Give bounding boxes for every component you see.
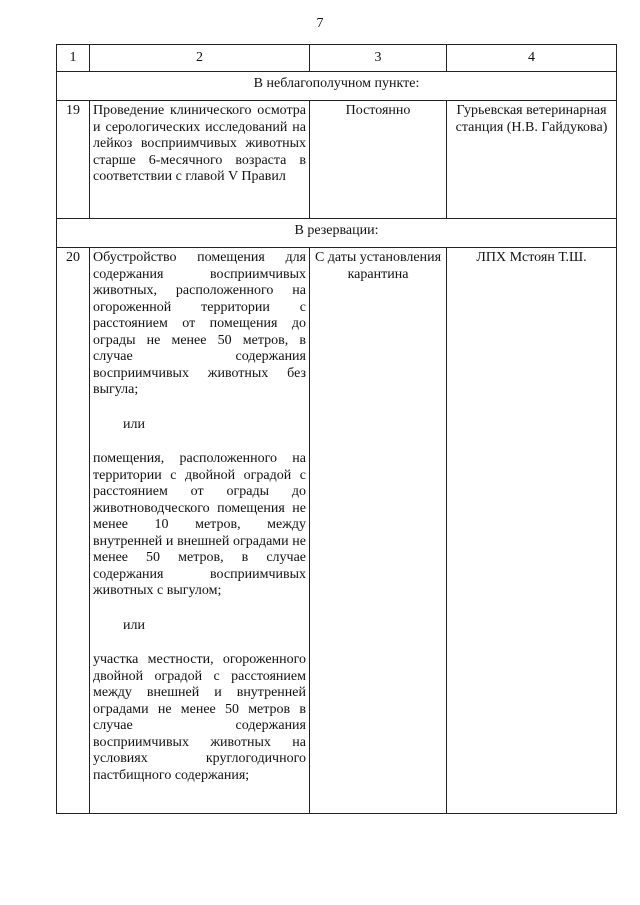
row-responsible: Гурьевская ветеринарная станция (Н.В. Гайдукова)	[447, 101, 617, 219]
or-separator: или	[123, 617, 145, 633]
description-paragraph: помещения, расположенного на территории с двойной оградой с расстоянием от ограды до животноводческого помещения не менее 10 метров, между внутренней и внешней оградами не менее 50 метров, в случае содержания восприимчивых животных с выгулом;	[93, 451, 306, 598]
row-description: Проведение клинического осмотра и серологических исследований на лейкоз восприимчивых животных старше 6-месячного возраста в соответствии с главой V Правил	[90, 101, 310, 219]
section-row-unfavorable	[57, 72, 617, 101]
or-separator: или	[123, 416, 145, 432]
row-description	[90, 248, 310, 814]
plan-table	[56, 44, 617, 814]
section-title-reservation: В резервации:	[57, 219, 617, 248]
row-number: 20	[57, 248, 90, 814]
section-title-unfavorable: В неблагополучном пункте:	[57, 72, 617, 101]
table-row	[57, 248, 617, 814]
column-number-3: 3	[310, 45, 447, 72]
column-number-1: 1	[57, 45, 90, 72]
page-number: 7	[316, 16, 324, 31]
row-responsible: ЛПХ Мстоян Т.Ш.	[447, 248, 617, 814]
column-number-4: 4	[447, 45, 617, 72]
table-row	[57, 101, 617, 219]
row-term: С даты установления карантина	[310, 248, 447, 814]
column-number-row	[57, 45, 617, 72]
row-number: 19	[57, 101, 90, 219]
column-number-2: 2	[90, 45, 310, 72]
description-paragraph: Обустройство помещения для содержания восприимчивых животных, расположенного на огороженной территории с расстоянием от помещения до ограды не менее 50 метров, в случае содержания восприимчивых животных без выгула;	[93, 250, 306, 397]
section-row-reservation	[57, 219, 617, 248]
row-term: Постоянно	[310, 101, 447, 219]
description-paragraph: участка местности, огороженного двойной оградой с расстоянием между внешней и внутренней оградами не менее 50 метров в случае содержания восприимчивых животных на условиях круглогодичного пастбищного содержания;	[93, 652, 306, 783]
